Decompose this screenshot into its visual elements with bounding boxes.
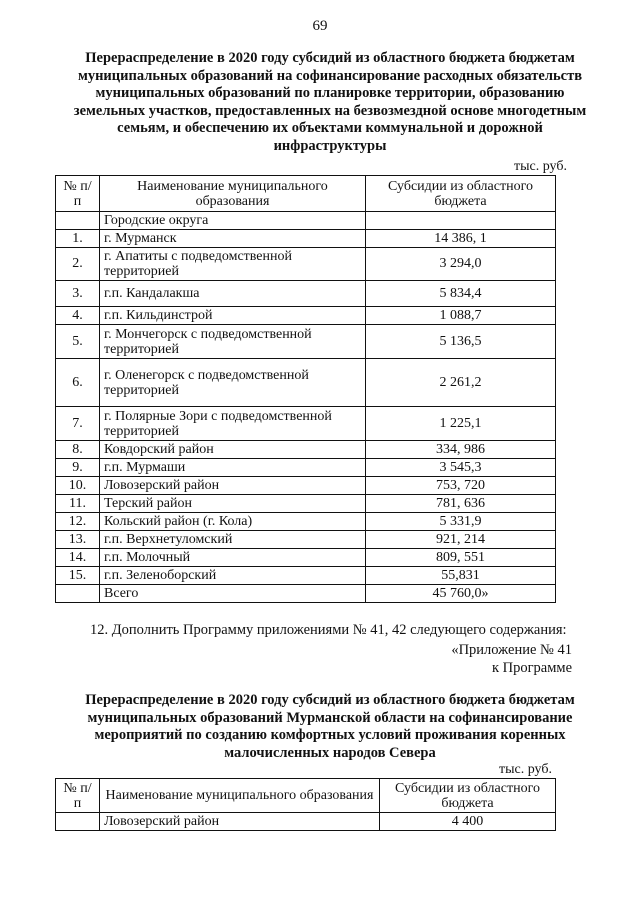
table-row — [56, 325, 556, 359]
row-name: г.п. Кильдинстрой — [100, 307, 366, 325]
header-num: № п/п — [56, 176, 100, 212]
table-row — [56, 531, 556, 549]
row-value: 55,831 — [366, 567, 556, 585]
table-header-row — [56, 779, 556, 813]
row-num: 13. — [56, 531, 100, 549]
row-name: г.п. Молочный — [100, 549, 366, 567]
row-value: 781, 636 — [366, 495, 556, 513]
row-num: 11. — [56, 495, 100, 513]
row-name: г.п. Кандалакша — [100, 281, 366, 307]
row-num: 8. — [56, 441, 100, 459]
header-name: Наименование муниципального образования — [100, 176, 366, 212]
row-value: 14 386, 1 — [366, 230, 556, 248]
total-row — [56, 585, 556, 603]
table-row — [56, 513, 556, 531]
table-row — [56, 359, 556, 407]
page-number: 69 — [312, 18, 328, 34]
row-name: Ковдорский район — [100, 441, 366, 459]
row-name: г. Полярные Зори с подведомственной территорией — [100, 407, 366, 441]
section2-title: Перераспределение в 2020 году субсидий из областного бюджета бюджетам муниципальных образований Мурманской области на софинансирование мероприятий по созданию комфортных условий проживания коренных малочисленных народов Севера — [85, 692, 575, 761]
row-name: г. Апатиты с подведомственной территорией — [100, 248, 366, 281]
row-value: 334, 986 — [366, 441, 556, 459]
row-name: г.п. Мурмаши — [100, 459, 366, 477]
total-num-cell — [56, 585, 100, 603]
table-row — [56, 441, 556, 459]
section1-title: Перераспределение в 2020 году субсидий из областного бюджета бюджетам муниципальных образований на софинансирование расходных обязательств муниципальных образований по планировке территории, образованию земельных участков, предоставленных на безвозмездной основе многодетным семьям, и обеспечению их объектами коммунальной и дорожной инфраструктуры — [73, 50, 587, 154]
table-row — [56, 307, 556, 325]
header-num: № п/п — [56, 779, 100, 813]
row-num: 12. — [56, 513, 100, 531]
row-name: г. Оленегорск с подведомственной территорией — [100, 359, 366, 407]
row-value: 1 225,1 — [366, 407, 556, 441]
row-name: Ловозерский район — [100, 477, 366, 495]
row-value: 753, 720 — [366, 477, 556, 495]
row-num: 15. — [56, 567, 100, 585]
row-name: Кольский район (г. Кола) — [100, 513, 366, 531]
row-num: 3. — [56, 281, 100, 307]
row-num: 1. — [56, 230, 100, 248]
subsidy-table-2 — [55, 778, 556, 831]
table-row — [56, 230, 556, 248]
row-num: 10. — [56, 477, 100, 495]
row-value: 1 088,7 — [366, 307, 556, 325]
row-value: 3 294,0 — [366, 248, 556, 281]
section2-units: тыс. руб. — [499, 762, 552, 777]
row-num: 6. — [56, 359, 100, 407]
table-row — [56, 495, 556, 513]
row-value: 3 545,3 — [366, 459, 556, 477]
header-value: Субсидии из областного бюджета — [366, 176, 556, 212]
row-num: 14. — [56, 549, 100, 567]
row-num: 2. — [56, 248, 100, 281]
paragraph-12: 12. Дополнить Программу приложениями № 41, 42 следующего содержания: — [90, 622, 567, 638]
table-header-row — [56, 176, 556, 212]
row-value: 5 331,9 — [366, 513, 556, 531]
table-row — [56, 477, 556, 495]
header-value: Субсидии из областного бюджета — [380, 779, 556, 813]
group-num-cell — [56, 212, 100, 230]
row-num: 9. — [56, 459, 100, 477]
group-value-cell — [366, 212, 556, 230]
row-name: г. Мончегорск с подведомственной территорией — [100, 325, 366, 359]
appendix-sub: к Программе — [491, 660, 572, 676]
table-row — [56, 407, 556, 441]
appendix-label: «Приложение № 41 — [451, 642, 572, 658]
row-name: г. Мурманск — [100, 230, 366, 248]
header-name: Наименование муниципального образования — [100, 779, 380, 813]
table-row — [56, 549, 556, 567]
row-num: 5. — [56, 325, 100, 359]
table-row — [56, 281, 556, 307]
group-label: Городские округа — [100, 212, 366, 230]
row-value: 2 261,2 — [366, 359, 556, 407]
total-label: Всего — [100, 585, 366, 603]
row-name: г.п. Зеленоборский — [100, 567, 366, 585]
row-num: 4. — [56, 307, 100, 325]
subsidy-table-1 — [55, 175, 556, 603]
table-row — [56, 813, 556, 831]
section1-units: тыс. руб. — [514, 159, 567, 174]
table-row — [56, 567, 556, 585]
row-value: 4 400 — [380, 813, 556, 831]
row-name: Терский район — [100, 495, 366, 513]
row-name: Ловозерский район — [100, 813, 380, 831]
table-row — [56, 459, 556, 477]
row-name: г.п. Верхнетуломский — [100, 531, 366, 549]
row-value: 5 136,5 — [366, 325, 556, 359]
row-num: 7. — [56, 407, 100, 441]
row-value: 809, 551 — [366, 549, 556, 567]
group-row — [56, 212, 556, 230]
row-value: 5 834,4 — [366, 281, 556, 307]
table-row — [56, 248, 556, 281]
row-num — [56, 813, 100, 831]
row-value: 921, 214 — [366, 531, 556, 549]
total-value: 45 760,0» — [366, 585, 556, 603]
